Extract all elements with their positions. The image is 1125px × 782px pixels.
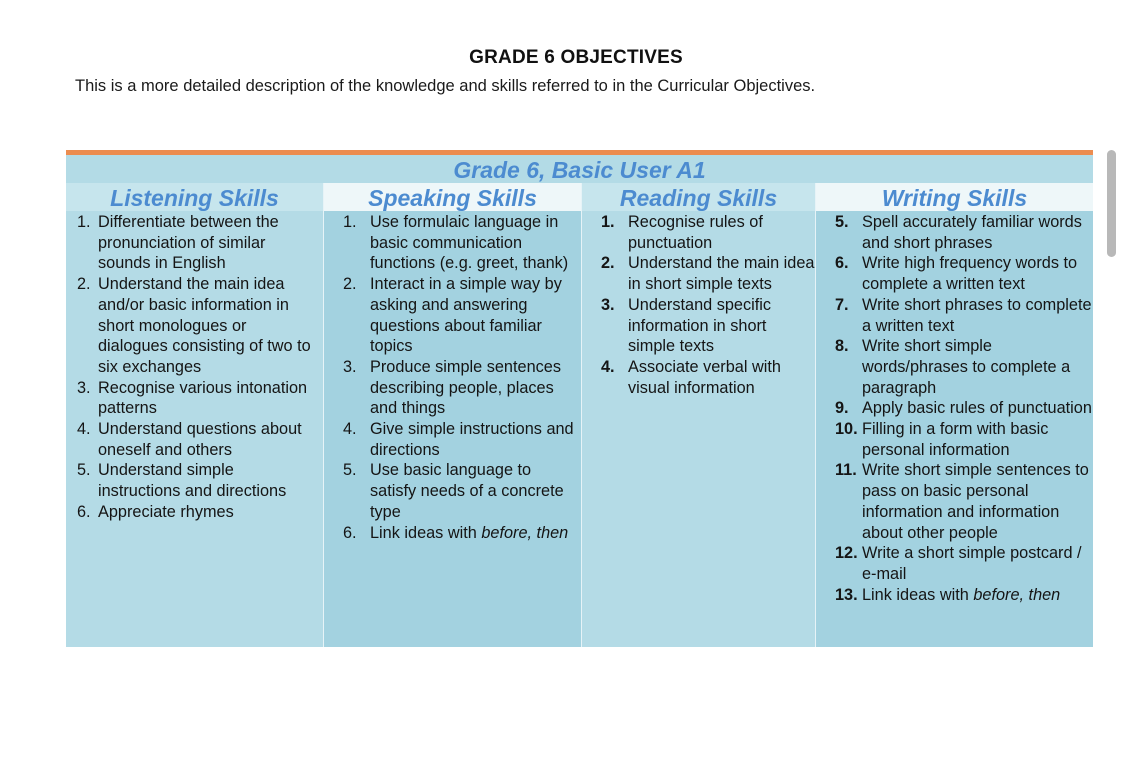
item-text xyxy=(862,336,1093,398)
item-text xyxy=(862,295,1093,336)
item-number: 2. xyxy=(343,275,357,294)
item-text xyxy=(98,419,317,460)
item-text xyxy=(98,460,317,501)
item-text xyxy=(628,212,815,253)
item-text xyxy=(628,295,815,357)
skill-item xyxy=(324,212,581,274)
item-text xyxy=(628,253,815,294)
item-number: 5. xyxy=(343,461,357,480)
item-text-plain: Understand the main idea in short simple texts xyxy=(628,254,815,294)
skill-item xyxy=(816,336,1093,398)
skill-item xyxy=(816,295,1093,336)
skill-item xyxy=(582,253,815,294)
skill-item xyxy=(816,212,1093,253)
item-text-plain: Understand specific information in short simple texts xyxy=(628,295,771,356)
item-text xyxy=(862,585,1093,606)
skill-item xyxy=(324,523,581,544)
item-text xyxy=(862,543,1093,584)
column-heading: Listening Skills xyxy=(66,183,323,211)
skill-item xyxy=(66,274,317,378)
item-text-plain: Filling in a form with basic personal information xyxy=(862,420,1049,459)
skill-item xyxy=(816,460,1093,543)
item-text-italic: before, then xyxy=(973,585,1061,604)
item-text-plain: Associate verbal with visual information xyxy=(628,357,781,397)
item-text-plain: Use formulaic language in basic communication functions (e.g. greet, thank) xyxy=(370,213,569,273)
item-number: 3. xyxy=(77,378,91,397)
item-text xyxy=(628,357,815,398)
item-number: 3. xyxy=(343,357,357,376)
objectives-table xyxy=(66,150,1093,647)
item-number: 4. xyxy=(601,357,615,376)
skill-item xyxy=(66,419,317,460)
column-heading: Speaking Skills xyxy=(324,183,581,211)
item-text-plain: Write short simple sentences to pass on basic personal information and information about other people xyxy=(862,461,1089,542)
item-text xyxy=(98,274,317,378)
item-number: 3. xyxy=(601,295,615,314)
item-text xyxy=(862,419,1093,460)
item-number: 6. xyxy=(835,254,849,273)
item-text-plain: Recognise rules of punctuation xyxy=(628,213,763,252)
item-number: 10. xyxy=(835,420,858,439)
item-text-plain: Understand questions about oneself and others xyxy=(98,420,302,459)
skill-item xyxy=(816,543,1093,584)
item-number: 1. xyxy=(343,213,357,231)
skills-list xyxy=(66,212,323,523)
item-text xyxy=(862,398,1093,419)
vertical-scrollbar[interactable] xyxy=(1107,150,1116,257)
skill-item xyxy=(816,585,1093,606)
skill-item xyxy=(66,378,317,419)
column-reading xyxy=(582,183,815,647)
item-text xyxy=(862,460,1093,543)
item-text xyxy=(370,419,581,460)
item-number: 2. xyxy=(601,254,615,273)
skill-item xyxy=(324,357,581,419)
item-number: 13. xyxy=(835,585,858,604)
skill-item xyxy=(66,212,317,274)
item-text-plain: Write short simple words/phrases to complete a paragraph xyxy=(862,337,1071,397)
skill-item xyxy=(582,357,815,398)
table-header: Grade 6, Basic User A1 xyxy=(66,155,1093,183)
item-text-plain: Use basic language to satisfy needs of a concrete type xyxy=(370,461,564,521)
item-text-plain: Produce simple sentences describing people, places and things xyxy=(370,357,561,418)
item-number: 9. xyxy=(835,399,849,418)
skill-item xyxy=(324,274,581,357)
item-number: 1. xyxy=(77,213,91,231)
item-text xyxy=(370,274,581,357)
item-text-plain: Apply basic rules of punctuation xyxy=(862,399,1092,418)
item-number: 2. xyxy=(77,275,91,294)
item-number: 11. xyxy=(835,461,857,480)
item-number: 12. xyxy=(835,544,858,563)
document-title: GRADE 6 OBJECTIVES xyxy=(469,47,683,68)
skill-item xyxy=(816,398,1093,419)
skill-item xyxy=(66,460,317,501)
item-text-plain: Recognise various intonation patterns xyxy=(98,378,308,418)
item-text-plain: Write a short simple postcard / e-mail xyxy=(862,544,1082,583)
item-text xyxy=(98,212,317,274)
item-number: 1. xyxy=(601,213,615,231)
item-number: 4. xyxy=(343,420,357,439)
column-speaking xyxy=(324,183,581,647)
column-heading: Reading Skills xyxy=(582,183,815,211)
item-number: 4. xyxy=(77,420,91,439)
skill-item xyxy=(816,253,1093,294)
item-text-plain: Link ideas with xyxy=(862,585,974,604)
item-text-plain: Link ideas with xyxy=(370,523,482,542)
item-number: 5. xyxy=(835,213,849,231)
item-text-plain: Spell accurately familiar words and short phrases xyxy=(862,213,1082,252)
item-number: 5. xyxy=(77,461,91,480)
skill-item xyxy=(816,419,1093,460)
item-text-italic: before, then xyxy=(481,523,569,542)
item-text xyxy=(370,212,581,274)
skill-item xyxy=(582,295,815,357)
item-number: 6. xyxy=(77,502,91,521)
document-subtitle: This is a more detailed description of the knowledge and skills referred to in the Curricular Objectives. xyxy=(75,77,816,95)
item-number: 6. xyxy=(343,523,357,542)
skills-list xyxy=(324,212,581,543)
item-text-plain: Differentiate between the pronunciation of similar sounds in English xyxy=(98,213,279,273)
item-text-plain: Appreciate rhymes xyxy=(98,502,234,521)
item-text-plain: Write high frequency words to complete a written text xyxy=(862,254,1078,294)
skills-list xyxy=(816,212,1093,605)
item-number: 7. xyxy=(835,295,849,314)
item-text xyxy=(370,523,581,544)
item-text-plain: Understand the main idea and/or basic information in short monologues or dialogues consisting of two to six exchanges xyxy=(98,275,311,376)
item-text xyxy=(862,253,1093,294)
item-text xyxy=(98,378,317,419)
item-text-plain: Interact in a simple way by asking and answering questions about familiar topics xyxy=(370,275,562,356)
skill-item xyxy=(582,212,815,253)
item-text xyxy=(862,212,1093,253)
item-text xyxy=(370,460,581,522)
skill-item xyxy=(66,502,317,523)
column-heading: Writing Skills xyxy=(816,183,1093,211)
skill-item xyxy=(324,460,581,522)
skills-list xyxy=(582,212,815,398)
item-text xyxy=(98,502,317,523)
item-text-plain: Understand simple instructions and directions xyxy=(98,461,287,501)
item-text-plain: Give simple instructions and directions xyxy=(370,420,574,459)
skill-item xyxy=(324,419,581,460)
item-number: 8. xyxy=(835,337,849,356)
item-text xyxy=(370,357,581,419)
item-text-plain: Write short phrases to complete a written text xyxy=(862,295,1092,335)
column-writing xyxy=(816,183,1093,647)
column-listening xyxy=(66,183,323,647)
